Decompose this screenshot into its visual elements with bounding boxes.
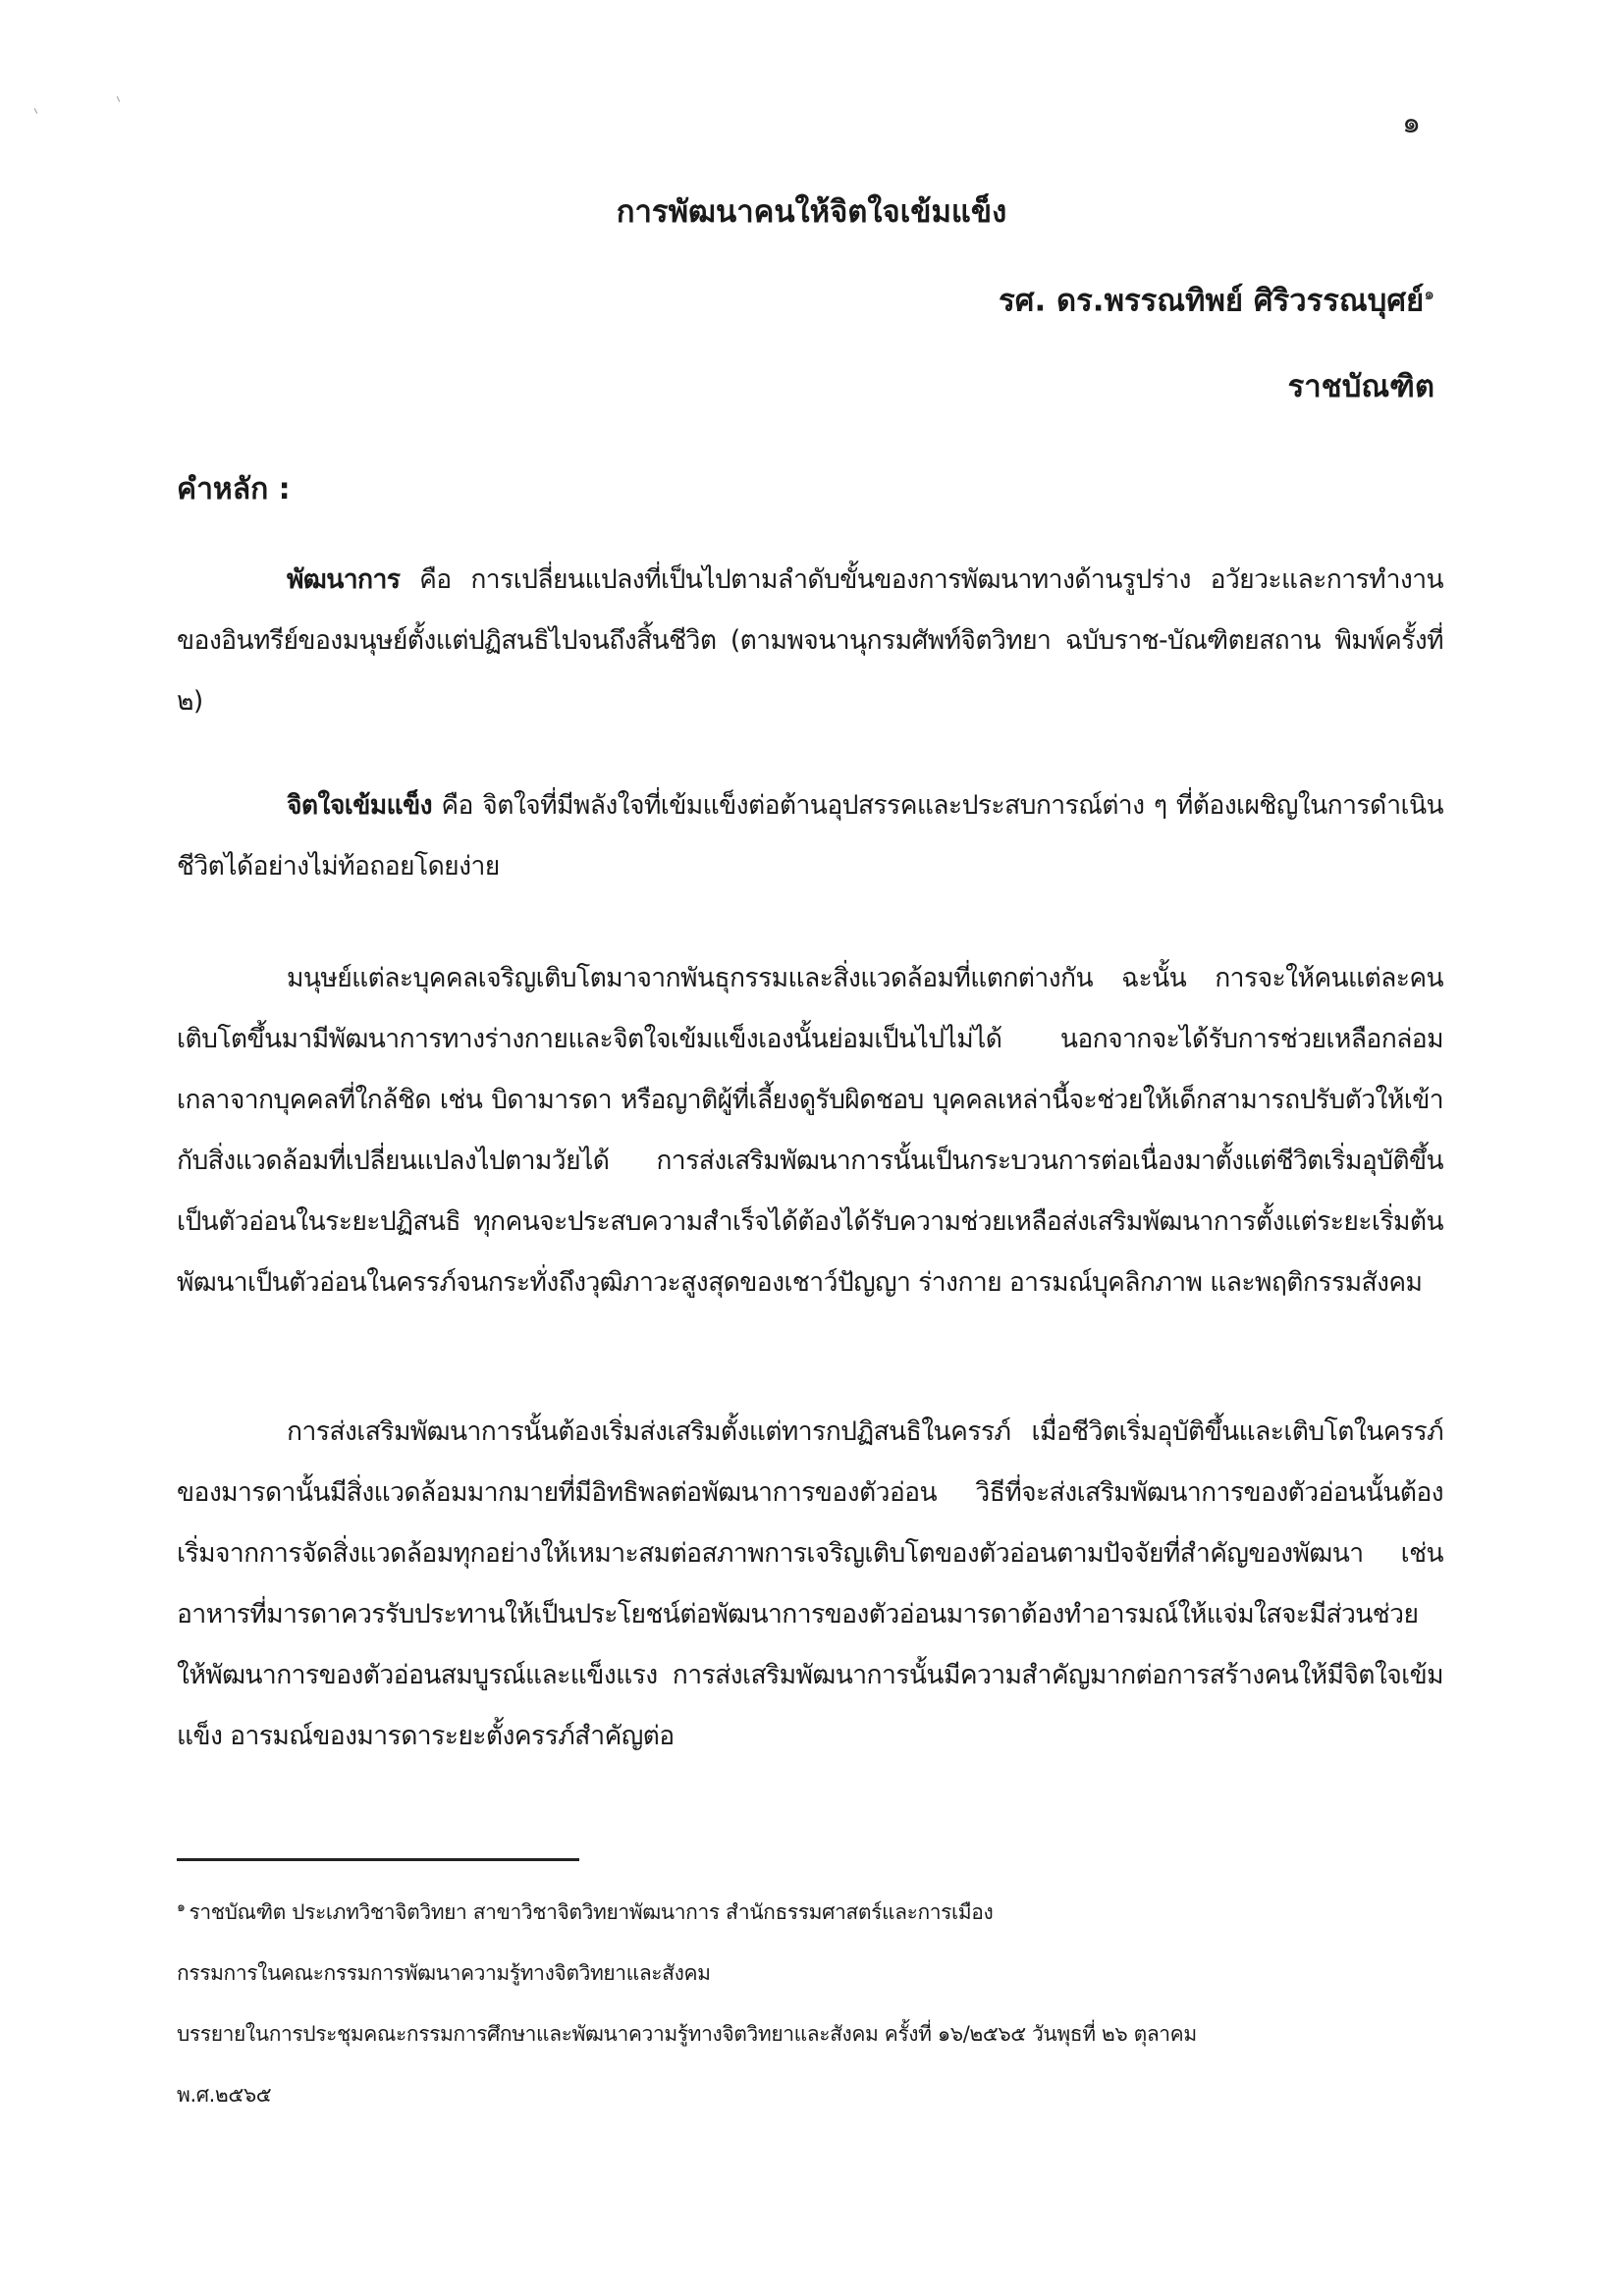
definition-paragraph <box>177 775 1443 897</box>
keywords-heading: คำหลัก : <box>177 472 291 507</box>
paragraph-text: คือ จิตใจที่มีพลังใจที่เข้มแข็งต่อต้านอุปสรรคและประสบการณ์ต่าง ๆ ที่ต้องเผชิญในการดำเนินชีวิตได้อย่างไม่ท้อถอยโดยง่าย <box>177 790 1443 881</box>
defined-term: จิตใจเข้มแข็ง <box>287 790 432 821</box>
footnote-line <box>177 1877 1453 1943</box>
body-paragraph <box>177 948 1443 1313</box>
scan-speck <box>117 96 120 102</box>
footnote-line: บรรยายในการประชุมคณะกรรมการศึกษาและพัฒนาความรู้ทางจิตวิทยาและสังคม ครั้งที่ ๑๖/๒๕๖๕ วันพุธที่ ๒๖ ตุลาคม <box>177 2022 1197 2046</box>
author-name <box>999 275 1434 319</box>
footnote-line: กรรมการในคณะกรรมการพัฒนาความรู้ทางจิตวิทยาและสังคม <box>177 1961 711 1985</box>
body-paragraph <box>177 1402 1443 1767</box>
paragraph-text: มนุษย์แต่ละบุคคลเจริญเติบโตมาจากพันธุกรรมและสิ่งแวดล้อมที่แตกต่างกัน ฉะนั้น การจะให้คนแต่ละคนเติบโตขึ้นมามีพัฒนาการทางร่างกายและจิตใจเข้มแข็งเองนั้นย่อมเป็นไปไม่ได้ นอกจากจะได้รับการช่วยเหลือกล่อมเกลาจากบุคคลที่ใกล้ชิด เช่น บิดามารดา หรือญาติผู้ที่เลี้ยงดูรับผิดชอบ บุคคลเหล่านี้จะช่วยให้เด็กสามารถปรับตัวให้เข้ากับสิ่งแวดล้อมที่เปลี่ยนแปลงไปตามวัยได้ การส่งเสริมพัฒนาการนั้นเป็นกระบวนการต่อเนื่องมาตั้งแต่ชีวิตเริ่มอุบัติขึ้นเป็นตัวอ่อนในระยะปฏิสนธิ ทุกคนจะประสบความสำเร็จได้ต้องได้รับความช่วยเหลือส่งเสริมพัฒนาการตั้งแต่ระยะเริ่มต้นพัฒนาเป็นตัวอ่อนในครรภ์จนกระทั่งถึงวุฒิภาวะสูงสุดของเชาว์ปัญญา ร่างกาย อารมณ์บุคลิกภาพ และพฤติกรรมสังคม <box>177 963 1443 1298</box>
footnote-text: ราชบัณฑิต ประเภทวิชาจิตวิทยา สาขาวิชาจิตวิทยาพัฒนาการ สำนักธรรมศาสตร์และการเมือง <box>189 1900 994 1924</box>
footnote-divider <box>177 1858 579 1861</box>
author-name-text: รศ. ดร.พรรณทิพย์ ศิริวรรณบุศย์ <box>999 283 1425 319</box>
author-title: ราชบัณฑิต <box>1287 369 1434 404</box>
footnote-mark: ๑ <box>177 1899 186 1915</box>
footnote-line: พ.ศ.๒๕๖๕ <box>177 2083 272 2107</box>
author-block <box>999 275 1434 406</box>
defined-term: พัฒนาการ <box>287 564 401 595</box>
definition-paragraph <box>177 550 1443 732</box>
paragraph-text: คือ การเปลี่ยนแปลงที่เป็นไปตามลำดับขั้นของการพัฒนาทางด้านรูปร่าง อวัยวะและการทำงานของอินทรีย์ของมนุษย์ตั้งแต่ปฏิสนธิไปจนถึงสิ้นชีวิต (ตามพจนานุกรมศัพท์จิตวิทยา ฉบับราช-บัณฑิตยสถาน พิมพ์ครั้งที่ ๒) <box>177 564 1443 717</box>
page-number: ๑ <box>1402 106 1422 140</box>
footnotes <box>177 1877 1453 2125</box>
scan-speck <box>34 108 37 114</box>
document-title: การพัฒนาคนให้จิตใจเข้มแข็ง <box>616 194 1007 230</box>
footnote-mark: ๑ <box>1424 285 1434 304</box>
paragraph-text: การส่งเสริมพัฒนาการนั้นต้องเริ่มส่งเสริมตั้งแต่ทารกปฏิสนธิในครรภ์ เมื่อชีวิตเริ่มอุบัติขึ้นและเติบโตในครรภ์ของมารดานั้นมีสิ่งแวดล้อมมากมายที่มีอิทธิพลต่อพัฒนาการของตัวอ่อน วิธีที่จะส่งเสริมพัฒนาการของตัวอ่อนนั้นต้องเริ่มจากการจัดสิ่งแวดล้อมทุกอย่างให้เหมาะสมต่อสภาพการเจริญเติบโตของตัวอ่อนตามปัจจัยที่สำคัญของพัฒนา เช่น อาหารที่มารดาควรรับประทานให้เป็นประโยชน์ต่อพัฒนาการของตัวอ่อนมารดาต้องทำอารมณ์ให้แจ่มใสจะมีส่วนช่วยให้พัฒนาการของตัวอ่อนสมบูรณ์และแข็งแรง การส่งเสริมพัฒนาการนั้นมีความสำคัญมากต่อการสร้างคนให้มีจิตใจเข้มแข็ง อารมณ์ของมารดาระยะตั้งครรภ์สำคัญต่อ <box>177 1416 1443 1751</box>
